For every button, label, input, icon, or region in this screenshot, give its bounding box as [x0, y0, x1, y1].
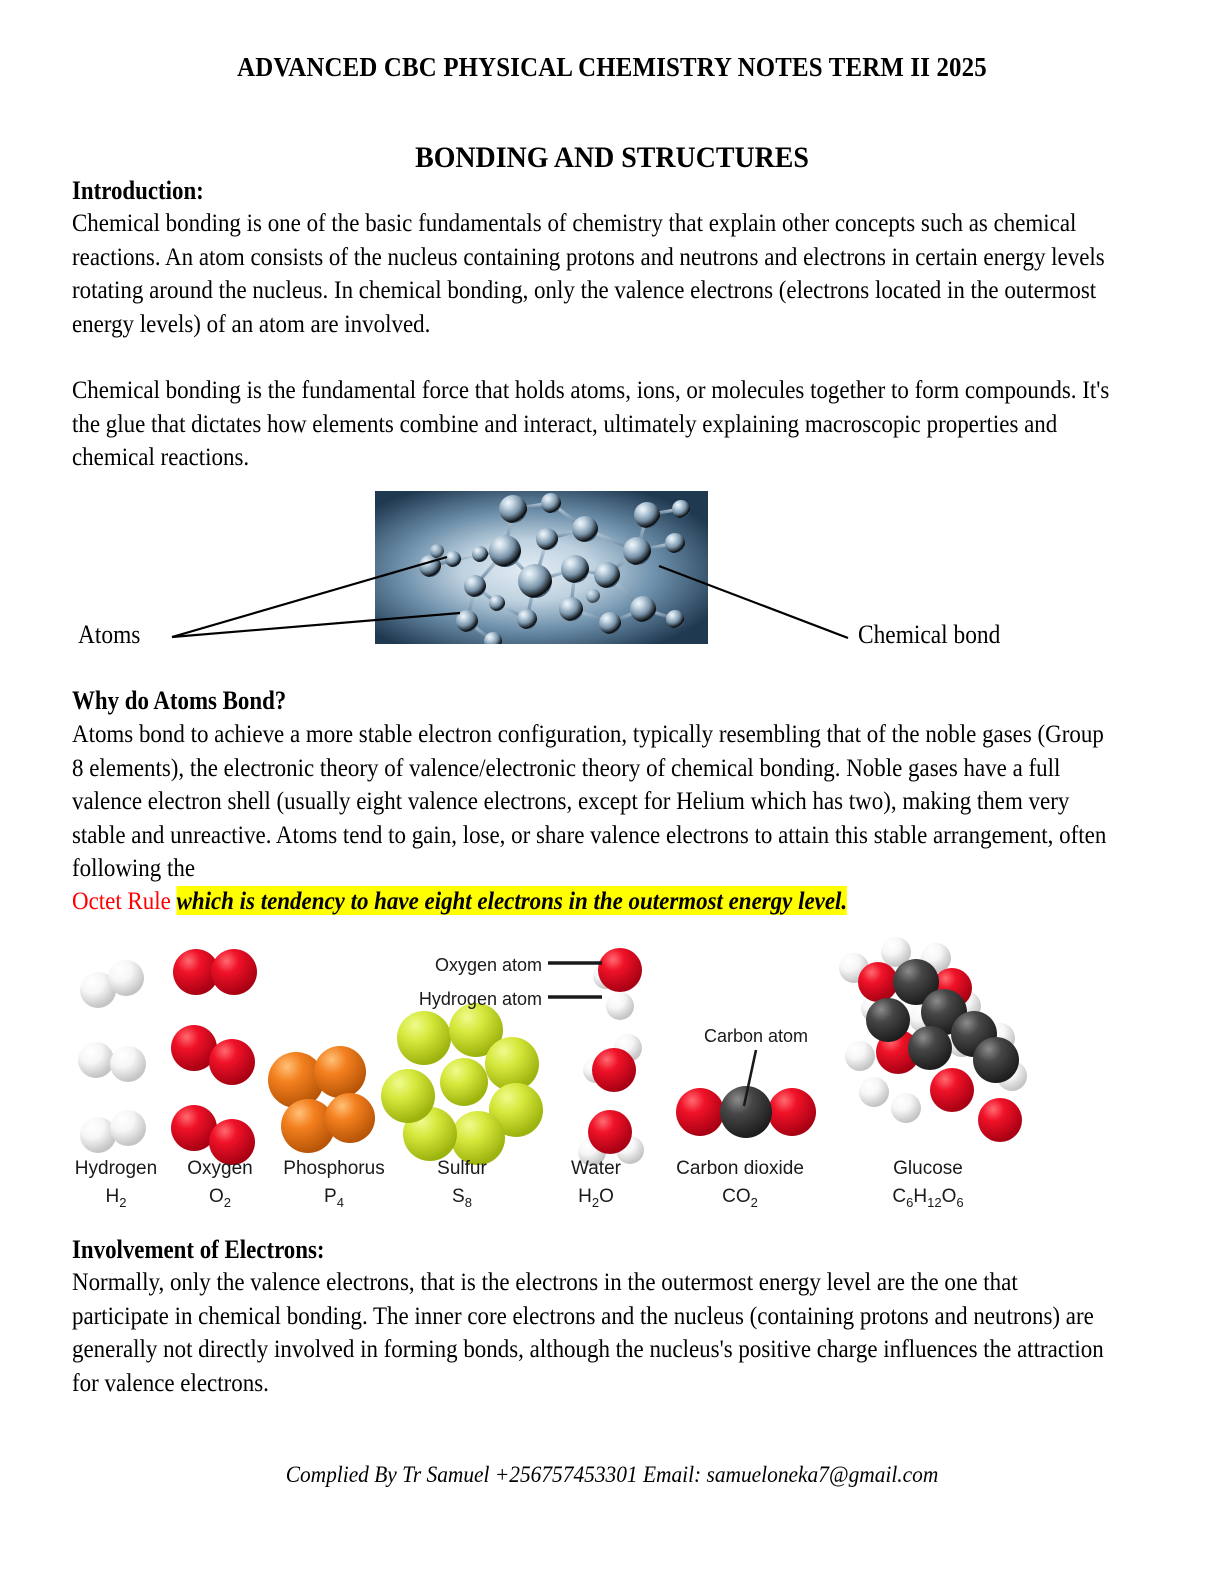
callout-carbon-atom: Carbon atom [703, 1026, 809, 1046]
molecular-network-image [375, 491, 708, 644]
callout-hydrogen-atom: Hydrogen atom [418, 989, 542, 1009]
molecule-formula-hydrogen: $H_2$ [105, 1186, 127, 1210]
molecule-models-figure [68, 930, 1038, 1215]
octet-rule-term: Octet Rule [72, 886, 171, 915]
figure-label-chemical-bond: Chemical bond [858, 620, 1001, 649]
molecule-label-carbon-dioxide: Carbon dioxide [676, 1158, 804, 1179]
molecule-label-hydrogen: Hydrogen [74, 1158, 158, 1179]
molecule-label-sulfur: Sulfur [437, 1158, 487, 1179]
figure-label-atoms: Atoms [78, 620, 141, 649]
document-header: ADVANCED CBC PHYSICAL CHEMISTRY NOTES TERM II 2025 [237, 52, 987, 82]
section-heading-introduction: Introduction: [72, 176, 204, 205]
section-heading-why-atoms-bond: Why do Atoms Bond? [72, 686, 287, 715]
paragraph-involvement-of-electrons: Normally, only the valence electrons, that is the electrons in the outermost energy level are the one that participate in chemical bonding. The inner core electrons and the nucleus (containing protons and neutrons) are generally not directly involved in forming bonds, although the nucleus's positive charge influences the attraction for valence electrons. [72, 1267, 1104, 1397]
molecule-label-oxygen: Oxygen [187, 1158, 253, 1179]
molecule-formula-carbon-dioxide: $CO_2$ [722, 1186, 758, 1210]
document-footer: Complied By Tr Samuel +256757453301 Email: samueloneka7@gmail.com [285, 1462, 939, 1487]
molecule-formula-oxygen: $O_2$ [208, 1186, 232, 1210]
section-heading-involvement-of-electrons: Involvement of Electrons: [72, 1235, 325, 1264]
molecule-label-phosphorus: Phosphorus [283, 1158, 385, 1179]
octet-rule-definition: which is tendency to have eight electrons in the outermost energy level. [176, 886, 848, 915]
page-title: BONDING AND STRUCTURES [415, 141, 809, 174]
molecule-label-glucose: Glucose [893, 1158, 963, 1179]
paragraph-why-atoms-bond: Atoms bond to achieve a more stable electron configuration, typically resembling that of the noble gases (Group 8 elements), the electronic theory of valence/electronic theory of chemical bonding. Noble gases have a full valence electron shell (usually eight valence electrons, except for Helium which has two), making them very stable and unreactive. Atoms tend to gain, lose, or share valence electrons to attain this stable arrangement, often following the [72, 719, 1107, 882]
octet-rule-line [72, 884, 847, 918]
molecule-formula-phosphorus: $P_4$ [324, 1186, 344, 1210]
callout-oxygen-atom: Oxygen atom [434, 955, 542, 975]
molecule-formula-glucose: $C_6H_{12}O_6$ [892, 1186, 964, 1210]
molecule-formula-sulfur: $S_8$ [452, 1186, 472, 1210]
paragraph-introduction-1: Chemical bonding is one of the basic fundamentals of chemistry that explain other concepts such as chemical reactions. An atom consists of the nucleus containing protons and neutrons and electrons in certain energy levels rotating around the nucleus. In chemical bonding, only the valence electrons (electrons located in the outermost energy levels) of an atom are involved. [72, 208, 1105, 338]
paragraph-introduction-2: Chemical bonding is the fundamental force that holds atoms, ions, or molecules together to form compounds. It's the glue that dictates how elements combine and interact, ultimately explaining macroscopic properties and chemical reactions. [72, 375, 1110, 471]
molecule-label-water: Water [571, 1158, 621, 1179]
molecule-formula-water: $H_2O$ [578, 1186, 614, 1210]
